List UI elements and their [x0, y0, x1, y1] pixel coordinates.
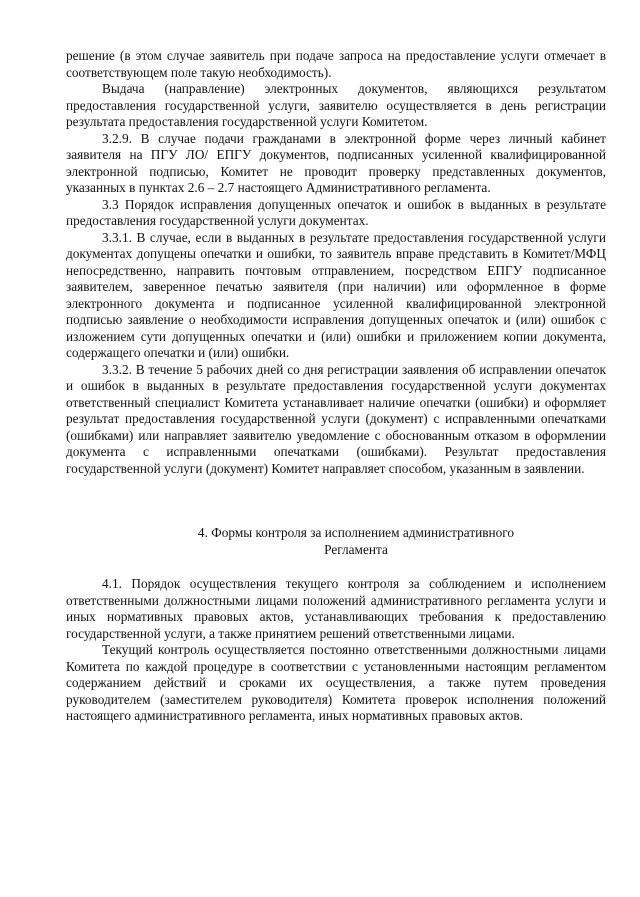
paragraph-3-3-1: 3.3.1. В случае, если в выданных в результате предоставления государственной услуги документах допущены опечатки и ошибки, то заявитель вправе представить в Комитет/МФЦ непосредственно, направить почтовым отправлением, посредством ЕПГУ подписанное заявителем, заверенное печатью заявителя (при наличии) или оформленное в форме электронного документа и подписанное усиленной квалифицированной электронной подписью заявление о необходимости исправления допущенных опечаток и (или) ошибок с изложением сути допущенных опечатки и (или) ошибки и приложением копии документа, содержащего опечатки и (или) ошибки.: [66, 229, 606, 360]
paragraph-4-1: 4.1. Порядок осуществления текущего контроля за соблюдением и исполнением ответственными должностными лицами положений административного регламента услуги и иных нормативных правовых актов, устанавливающих требования к предоставлению государственной услуги, а также принятием решений ответственными лицами.: [66, 576, 606, 641]
section-heading-line2: Регламента: [324, 541, 388, 557]
section-heading: [66, 525, 606, 558]
paragraph-electronic-delivery: Выдача (направление) электронных документов, являющихся результатом предоставления государственной услуги, заявителю осуществляется в день регистрации результата предоставления государственной услуги Комитетом.: [66, 81, 606, 129]
paragraph-3-2-9: 3.2.9. В случае подачи гражданами в электронной форме через личный кабинет заявителя на ПГУ ЛО/ ЕПГУ документов, подписанных усиленной квалифицированной электронной подписью, Комитет не проводит проверку представленных документов, указанных в пунктах 2.6 – 2.7 настоящего Административного регламента.: [66, 130, 606, 195]
document-page: [66, 48, 606, 725]
section-heading-line1: 4. Формы контроля за исполнением административного: [197, 525, 515, 540]
paragraph-continuation: решение (в этом случае заявитель при подаче запроса на предоставление услуги отмечает в соответствующем поле такую необходимость).: [66, 48, 606, 80]
paragraph-3-3: 3.3 Порядок исправления допущенных опечаток и ошибок в выданных в результате предоставления государственной услуги документах.: [66, 196, 606, 228]
paragraph-current-control: Текущий контроль осуществляется постоянно ответственными должностными лицами Комитета по каждой процедуре в соответствии с установленными настоящим регламентом содержанием действий и сроками их осуществления, а также путем проведения руководителем (заместителем руководителя) Комитета проверок исполнения положений настоящего административного регламента, иных нормативных правовых актов.: [66, 642, 606, 723]
paragraph-3-3-2: 3.3.2. В течение 5 рабочих дней со дня регистрации заявления об исправлении опечаток и ошибок в выданных в результате предоставления государственной услуги документах ответственный специалист Комитета устанавливает наличие опечатки (ошибки) и оформляет результат предоставления государственной услуги (документ) с исправленными опечатками (ошибками) или направляет заявителю уведомление с обоснованным отказом в оформлении документа с исправленными опечатками (ошибками). Результат предоставления государственной услуги (документ) Комитет направляет способом, указанным в заявлении.: [66, 361, 606, 476]
